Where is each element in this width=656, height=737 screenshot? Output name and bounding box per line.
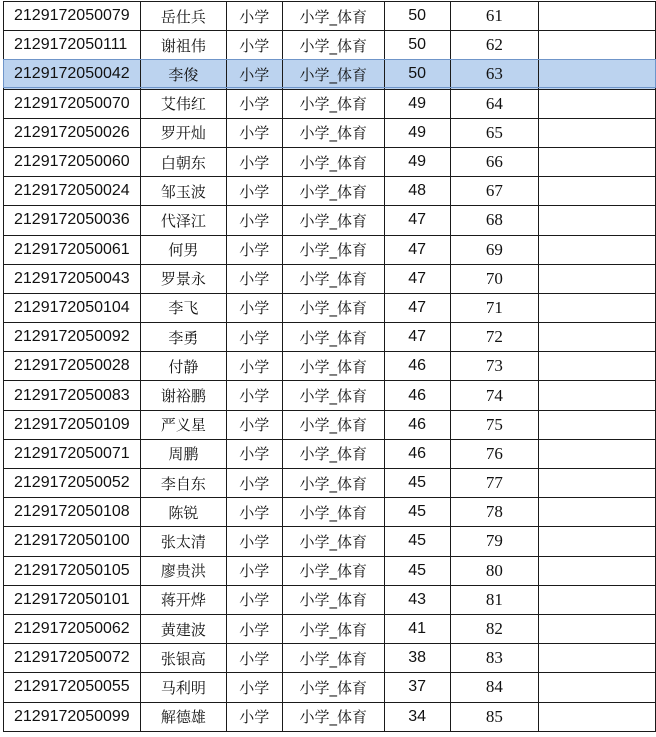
exam-id-cell[interactable]: 2129172050072 <box>4 644 141 673</box>
exam-id-cell[interactable]: 2129172050109 <box>4 410 141 439</box>
name-cell[interactable]: 白朝东 <box>140 147 226 176</box>
score-cell[interactable]: 50 <box>384 60 450 89</box>
rank-cell[interactable]: 72 <box>450 323 539 352</box>
subject-cell[interactable]: 小学_体育 <box>282 439 384 468</box>
rank-cell[interactable]: 65 <box>450 118 539 147</box>
table-row[interactable] <box>4 352 656 381</box>
name-cell[interactable]: 谢祖伟 <box>140 31 226 60</box>
subject-cell[interactable]: 小学_体育 <box>282 293 384 322</box>
level-cell[interactable]: 小学 <box>226 206 282 235</box>
table-row[interactable] <box>4 585 656 614</box>
subject-cell[interactable]: 小学_体育 <box>282 31 384 60</box>
score-cell[interactable]: 45 <box>384 527 450 556</box>
name-cell[interactable]: 谢裕鹏 <box>140 381 226 410</box>
level-cell[interactable]: 小学 <box>226 293 282 322</box>
table-row[interactable] <box>4 118 656 147</box>
score-cell[interactable]: 50 <box>384 31 450 60</box>
exam-id-cell[interactable]: 2129172050104 <box>4 293 141 322</box>
name-cell[interactable]: 岳仕兵 <box>140 2 226 31</box>
score-cell[interactable]: 49 <box>384 118 450 147</box>
level-cell[interactable]: 小学 <box>226 673 282 702</box>
level-cell[interactable]: 小学 <box>226 264 282 293</box>
empty-cell[interactable] <box>539 614 656 643</box>
subject-cell[interactable]: 小学_体育 <box>282 410 384 439</box>
subject-cell[interactable]: 小学_体育 <box>282 381 384 410</box>
name-cell[interactable]: 艾伟红 <box>140 89 226 118</box>
table-row[interactable] <box>4 673 656 702</box>
level-cell[interactable]: 小学 <box>226 498 282 527</box>
exam-id-cell[interactable]: 2129172050092 <box>4 323 141 352</box>
name-cell[interactable]: 罗开灿 <box>140 118 226 147</box>
table-body <box>4 2 656 732</box>
exam-id-cell[interactable]: 2129172050055 <box>4 673 141 702</box>
rank-cell[interactable]: 69 <box>450 235 539 264</box>
score-cell[interactable]: 34 <box>384 702 450 731</box>
level-cell[interactable]: 小学 <box>226 2 282 31</box>
empty-cell[interactable] <box>539 381 656 410</box>
results-table <box>3 1 656 732</box>
subject-cell[interactable]: 小学_体育 <box>282 469 384 498</box>
subject-cell[interactable]: 小学_体育 <box>282 235 384 264</box>
level-cell[interactable]: 小学 <box>226 89 282 118</box>
score-cell[interactable]: 47 <box>384 293 450 322</box>
name-cell[interactable]: 蒋开烨 <box>140 585 226 614</box>
empty-cell[interactable] <box>539 89 656 118</box>
subject-cell[interactable]: 小学_体育 <box>282 614 384 643</box>
subject-cell[interactable]: 小学_体育 <box>282 2 384 31</box>
level-cell[interactable]: 小学 <box>226 381 282 410</box>
score-cell[interactable]: 37 <box>384 673 450 702</box>
empty-cell[interactable] <box>539 469 656 498</box>
subject-cell[interactable]: 小学_体育 <box>282 89 384 118</box>
exam-id-cell[interactable]: 2129172050101 <box>4 585 141 614</box>
subject-cell[interactable]: 小学_体育 <box>282 527 384 556</box>
score-cell[interactable]: 46 <box>384 410 450 439</box>
table-row[interactable] <box>4 206 656 235</box>
name-cell[interactable]: 李俊 <box>140 60 226 89</box>
exam-id-cell[interactable]: 2129172050083 <box>4 381 141 410</box>
level-cell[interactable]: 小学 <box>226 585 282 614</box>
table-row[interactable] <box>4 644 656 673</box>
empty-cell[interactable] <box>539 293 656 322</box>
score-cell[interactable]: 45 <box>384 556 450 585</box>
rank-cell[interactable]: 62 <box>450 31 539 60</box>
exam-id-cell[interactable]: 2129172050024 <box>4 177 141 206</box>
rank-cell[interactable]: 84 <box>450 673 539 702</box>
level-cell[interactable]: 小学 <box>226 31 282 60</box>
empty-cell[interactable] <box>539 323 656 352</box>
rank-cell[interactable]: 73 <box>450 352 539 381</box>
rank-cell[interactable]: 66 <box>450 147 539 176</box>
exam-id-cell[interactable]: 2129172050028 <box>4 352 141 381</box>
score-cell[interactable]: 47 <box>384 264 450 293</box>
exam-id-cell[interactable]: 2129172050042 <box>4 60 141 89</box>
empty-cell[interactable] <box>539 644 656 673</box>
exam-id-cell[interactable]: 2129172050099 <box>4 702 141 731</box>
exam-id-cell[interactable]: 2129172050071 <box>4 439 141 468</box>
empty-cell[interactable] <box>539 206 656 235</box>
empty-cell[interactable] <box>539 118 656 147</box>
name-cell[interactable]: 马利明 <box>140 673 226 702</box>
name-cell[interactable]: 张太清 <box>140 527 226 556</box>
subject-cell[interactable]: 小学_体育 <box>282 147 384 176</box>
level-cell[interactable]: 小学 <box>226 235 282 264</box>
rank-cell[interactable]: 85 <box>450 702 539 731</box>
name-cell[interactable]: 廖贵洪 <box>140 556 226 585</box>
level-cell[interactable]: 小学 <box>226 147 282 176</box>
name-cell[interactable]: 黄建波 <box>140 614 226 643</box>
table-row[interactable] <box>4 147 656 176</box>
rank-cell[interactable]: 70 <box>450 264 539 293</box>
subject-cell[interactable]: 小学_体育 <box>282 585 384 614</box>
score-cell[interactable]: 38 <box>384 644 450 673</box>
name-cell[interactable]: 陈锐 <box>140 498 226 527</box>
exam-id-cell[interactable]: 2129172050070 <box>4 89 141 118</box>
name-cell[interactable]: 李飞 <box>140 293 226 322</box>
empty-cell[interactable] <box>539 702 656 731</box>
empty-cell[interactable] <box>539 439 656 468</box>
score-cell[interactable]: 45 <box>384 498 450 527</box>
table-row[interactable] <box>4 614 656 643</box>
level-cell[interactable]: 小学 <box>226 527 282 556</box>
empty-cell[interactable] <box>539 410 656 439</box>
subject-cell[interactable]: 小学_体育 <box>282 673 384 702</box>
empty-cell[interactable] <box>539 177 656 206</box>
level-cell[interactable]: 小学 <box>226 556 282 585</box>
level-cell[interactable]: 小学 <box>226 702 282 731</box>
rank-cell[interactable]: 71 <box>450 293 539 322</box>
table-row[interactable] <box>4 264 656 293</box>
exam-id-cell[interactable]: 2129172050100 <box>4 527 141 556</box>
exam-id-cell[interactable]: 2129172050026 <box>4 118 141 147</box>
rank-cell[interactable]: 64 <box>450 89 539 118</box>
rank-cell[interactable]: 78 <box>450 498 539 527</box>
table-row[interactable] <box>4 293 656 322</box>
table-row[interactable] <box>4 89 656 118</box>
rank-cell[interactable]: 81 <box>450 585 539 614</box>
name-cell[interactable]: 李勇 <box>140 323 226 352</box>
table-row[interactable] <box>4 439 656 468</box>
subject-cell[interactable]: 小学_体育 <box>282 264 384 293</box>
level-cell[interactable]: 小学 <box>226 410 282 439</box>
score-cell[interactable]: 48 <box>384 177 450 206</box>
score-cell[interactable]: 49 <box>384 89 450 118</box>
subject-cell[interactable]: 小学_体育 <box>282 118 384 147</box>
rank-cell[interactable]: 76 <box>450 439 539 468</box>
rank-cell[interactable]: 74 <box>450 381 539 410</box>
rank-cell[interactable]: 79 <box>450 527 539 556</box>
exam-id-cell[interactable]: 2129172050079 <box>4 2 141 31</box>
empty-cell[interactable] <box>539 2 656 31</box>
rank-cell[interactable]: 68 <box>450 206 539 235</box>
rank-cell[interactable]: 80 <box>450 556 539 585</box>
empty-cell[interactable] <box>539 147 656 176</box>
empty-cell[interactable] <box>539 498 656 527</box>
table-row[interactable] <box>4 556 656 585</box>
subject-cell[interactable]: 小学_体育 <box>282 498 384 527</box>
score-cell[interactable]: 49 <box>384 147 450 176</box>
empty-cell[interactable] <box>539 556 656 585</box>
table-row[interactable] <box>4 381 656 410</box>
level-cell[interactable]: 小学 <box>226 60 282 89</box>
rank-cell[interactable]: 67 <box>450 177 539 206</box>
level-cell[interactable]: 小学 <box>226 177 282 206</box>
rank-cell[interactable]: 61 <box>450 2 539 31</box>
score-cell[interactable]: 47 <box>384 323 450 352</box>
empty-cell[interactable] <box>539 264 656 293</box>
table-row[interactable] <box>4 527 656 556</box>
exam-id-cell[interactable]: 2129172050061 <box>4 235 141 264</box>
name-cell[interactable]: 何男 <box>140 235 226 264</box>
score-cell[interactable]: 47 <box>384 206 450 235</box>
table-row[interactable] <box>4 2 656 31</box>
empty-cell[interactable] <box>539 31 656 60</box>
name-cell[interactable]: 周鹏 <box>140 439 226 468</box>
score-cell[interactable]: 46 <box>384 352 450 381</box>
level-cell[interactable]: 小学 <box>226 469 282 498</box>
empty-cell[interactable] <box>539 527 656 556</box>
score-cell[interactable]: 46 <box>384 381 450 410</box>
table-row[interactable] <box>4 702 656 731</box>
empty-cell[interactable] <box>539 585 656 614</box>
exam-id-cell[interactable]: 2129172050043 <box>4 264 141 293</box>
rank-cell[interactable]: 77 <box>450 469 539 498</box>
subject-cell[interactable]: 小学_体育 <box>282 352 384 381</box>
level-cell[interactable]: 小学 <box>226 614 282 643</box>
subject-cell[interactable]: 小学_体育 <box>282 644 384 673</box>
subject-cell[interactable]: 小学_体育 <box>282 702 384 731</box>
table-row[interactable] <box>4 31 656 60</box>
empty-cell[interactable] <box>539 60 656 89</box>
table-row[interactable] <box>4 177 656 206</box>
exam-id-cell[interactable]: 2129172050060 <box>4 147 141 176</box>
subject-cell[interactable]: 小学_体育 <box>282 60 384 89</box>
name-cell[interactable]: 邹玉波 <box>140 177 226 206</box>
exam-id-cell[interactable]: 2129172050105 <box>4 556 141 585</box>
empty-cell[interactable] <box>539 352 656 381</box>
table-row[interactable] <box>4 498 656 527</box>
subject-cell[interactable]: 小学_体育 <box>282 556 384 585</box>
name-cell[interactable]: 李自东 <box>140 469 226 498</box>
empty-cell[interactable] <box>539 235 656 264</box>
level-cell[interactable]: 小学 <box>226 323 282 352</box>
name-cell[interactable]: 代泽江 <box>140 206 226 235</box>
exam-id-cell[interactable]: 2129172050036 <box>4 206 141 235</box>
score-cell[interactable]: 45 <box>384 469 450 498</box>
subject-cell[interactable]: 小学_体育 <box>282 206 384 235</box>
table-row[interactable] <box>4 235 656 264</box>
rank-cell[interactable]: 83 <box>450 644 539 673</box>
exam-id-cell[interactable]: 2129172050111 <box>4 31 141 60</box>
score-cell[interactable]: 43 <box>384 585 450 614</box>
score-cell[interactable]: 47 <box>384 235 450 264</box>
rank-cell[interactable]: 82 <box>450 614 539 643</box>
exam-id-cell[interactable]: 2129172050108 <box>4 498 141 527</box>
rank-cell[interactable]: 63 <box>450 60 539 89</box>
level-cell[interactable]: 小学 <box>226 118 282 147</box>
name-cell[interactable]: 解德雄 <box>140 702 226 731</box>
score-cell[interactable]: 46 <box>384 439 450 468</box>
exam-id-cell[interactable]: 2129172050052 <box>4 469 141 498</box>
rank-cell[interactable]: 75 <box>450 410 539 439</box>
table-row[interactable] <box>4 410 656 439</box>
exam-id-cell[interactable]: 2129172050062 <box>4 614 141 643</box>
subject-cell[interactable]: 小学_体育 <box>282 323 384 352</box>
name-cell[interactable]: 罗景永 <box>140 264 226 293</box>
level-cell[interactable]: 小学 <box>226 439 282 468</box>
level-cell[interactable]: 小学 <box>226 644 282 673</box>
name-cell[interactable]: 付静 <box>140 352 226 381</box>
empty-cell[interactable] <box>539 673 656 702</box>
score-cell[interactable]: 41 <box>384 614 450 643</box>
table-row[interactable] <box>4 323 656 352</box>
name-cell[interactable]: 严义星 <box>140 410 226 439</box>
score-cell[interactable]: 50 <box>384 2 450 31</box>
level-cell[interactable]: 小学 <box>226 352 282 381</box>
subject-cell[interactable]: 小学_体育 <box>282 177 384 206</box>
table-row[interactable] <box>4 60 656 89</box>
table-row[interactable] <box>4 469 656 498</box>
name-cell[interactable]: 张银高 <box>140 644 226 673</box>
